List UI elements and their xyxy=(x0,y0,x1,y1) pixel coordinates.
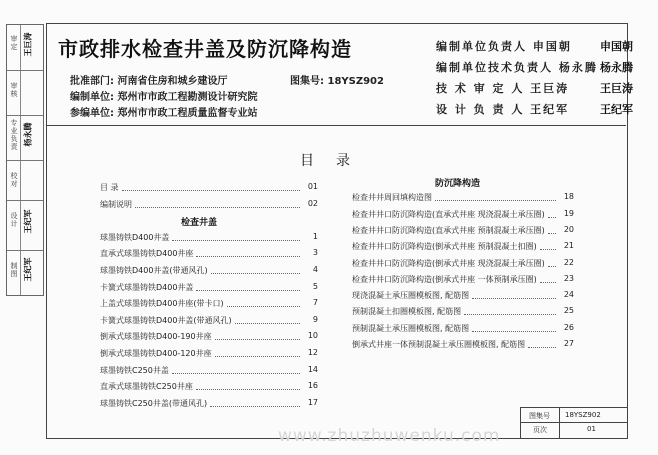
title-block xyxy=(520,407,627,438)
toc-leader-dots xyxy=(464,314,556,315)
strip-signature: 王纪军 xyxy=(22,209,33,234)
staff-line: 编制单位技术负责人 杨永腾 xyxy=(436,61,598,74)
toc-page-number: 27 xyxy=(563,339,574,348)
toc-page-number: 9 xyxy=(312,314,318,324)
atlas-number: 图集号: 18YSZ902 xyxy=(290,76,384,87)
title-block-atlas-value: 18YSZ902 xyxy=(565,411,601,419)
toc-entry[interactable] xyxy=(100,265,318,279)
toc-page-number: 25 xyxy=(563,306,574,316)
toc-entry-text: 检查井井口防沉降构造(倒承式井座 现浇混凝土承压圈) xyxy=(352,258,545,268)
toc-entry[interactable] xyxy=(100,398,318,412)
toc-leader-dots xyxy=(548,233,556,234)
toc-entry[interactable] xyxy=(100,365,318,379)
strip-cell-jiaodui xyxy=(7,160,43,201)
staff-signature: 申国朝 xyxy=(600,40,633,53)
toc-entry-text: 预制混凝土扣圈模板图, 配筋图 xyxy=(352,307,462,317)
toc-leader-dots xyxy=(540,282,556,283)
toc-entry[interactable] xyxy=(100,348,318,362)
toc-leader-dots xyxy=(235,323,300,324)
toc-leader-dots xyxy=(215,356,300,357)
strip-cell-fuze xyxy=(7,115,43,161)
toc-entry[interactable] xyxy=(100,381,318,395)
strip-signature: 王纪军 xyxy=(22,257,33,282)
strip-label: 专业负责 xyxy=(10,119,18,151)
toc-page-number: 02 xyxy=(307,198,318,208)
toc-leader-dots xyxy=(548,217,556,218)
toc-page-number: 4 xyxy=(312,265,318,274)
toc-entry-text: 球墨铸铁C250井盖(带通风孔) xyxy=(100,398,208,408)
toc-page-number: 14 xyxy=(307,364,318,374)
toc-section-heading: 检查井盖 xyxy=(181,218,218,229)
compile-unit: 编制单位: 郑州市市政工程勘测设计研究院 xyxy=(70,92,258,103)
toc-leader-dots xyxy=(172,373,300,374)
toc-entry-text: 检查井井口防沉降构造(直承式井座 预制混凝土承压圈) xyxy=(352,225,545,235)
header-divider xyxy=(46,125,626,126)
staff-line: 设 计 负 责 人 王纪军 xyxy=(436,103,570,116)
toc-page-number: 19 xyxy=(563,208,574,218)
staff-line: 技 术 审 定 人 王巨涛 xyxy=(436,82,570,95)
toc-entry[interactable] xyxy=(352,258,574,272)
toc-entry-text: 直承式球墨铸铁C250井座 xyxy=(100,382,193,392)
toc-entry[interactable] xyxy=(352,323,574,337)
toc-entry[interactable] xyxy=(352,241,574,255)
title-block-hline xyxy=(521,422,627,423)
toc-entry[interactable] xyxy=(352,225,574,239)
toc-leader-dots xyxy=(122,190,300,191)
toc-entry[interactable] xyxy=(100,182,318,196)
toc-entry[interactable] xyxy=(100,315,318,329)
toc-section-heading: 防沉降构造 xyxy=(435,179,481,189)
toc-page-number: 20 xyxy=(563,224,574,234)
atlas-title: 市政排水检查井盖及防沉降构造 xyxy=(58,37,352,61)
toc-entry[interactable] xyxy=(100,282,318,296)
strip-label: 校对 xyxy=(10,172,18,188)
strip-label: 审定 xyxy=(10,35,18,51)
strip-cell-shending xyxy=(7,25,43,71)
toc-page-number: 24 xyxy=(563,290,574,300)
toc-entry-text: 卡簧式球墨铸铁D400井盖 xyxy=(100,282,194,292)
toc-entry-text: 现浇混凝土承压圈模板图, 配筋图 xyxy=(352,291,470,301)
toc-entry-text: 目 录 xyxy=(100,183,119,192)
toc-page-number: 22 xyxy=(563,257,574,267)
title-block-page-value: 01 xyxy=(587,425,596,433)
toc-leader-dots xyxy=(540,249,556,250)
toc-entry[interactable] xyxy=(100,232,318,246)
toc-leader-dots xyxy=(215,339,300,340)
toc-entry-text: 直承式球墨铸铁D400井座 xyxy=(100,249,194,259)
participate-unit: 参编单位: 郑州市市政工程质量监督专业站 xyxy=(70,108,258,119)
toc-leader-dots xyxy=(172,240,300,241)
toc-entry[interactable] xyxy=(352,274,574,288)
toc-page-number: 17 xyxy=(307,397,318,407)
toc-leader-dots xyxy=(528,347,556,348)
toc-page-number: 10 xyxy=(307,331,318,341)
toc-leader-dots xyxy=(435,200,556,201)
toc-page-number: 23 xyxy=(563,273,574,283)
toc-page-number: 26 xyxy=(563,322,574,332)
toc-entry-text: 球墨铸铁D400井盖(带通风孔) xyxy=(100,266,208,275)
watermark: www.zhuzhuwenku.com xyxy=(278,426,501,446)
staff-line: 编制单位负责人 申国朝 xyxy=(436,40,572,53)
toc-entry-text: 倒承式井座一体预制混凝土承压圈模板图, 配筋图 xyxy=(352,340,526,349)
toc-entry-text: 球墨铸铁D400井盖 xyxy=(100,232,170,242)
strip-cell-sheji xyxy=(7,200,43,251)
toc-page-number: 5 xyxy=(312,281,318,291)
toc-leader-dots xyxy=(196,256,300,257)
strip-signature: 杨永腾 xyxy=(22,122,33,147)
title-block-atlas-label: 图集号 xyxy=(529,412,550,420)
toc-page-number: 3 xyxy=(312,248,318,258)
toc-page-number: 16 xyxy=(307,381,318,391)
strip-signature: 王巨涛 xyxy=(22,32,33,57)
toc-entry[interactable] xyxy=(100,248,318,262)
toc-entry-text: 上盖式球墨铸铁D400井座(带卡口) xyxy=(100,299,224,309)
toc-entry[interactable] xyxy=(352,306,574,320)
toc-leader-dots xyxy=(548,266,556,267)
toc-entry-text: 倒承式球墨铸铁D400-190井座 xyxy=(100,332,212,342)
toc-entry[interactable] xyxy=(352,339,574,353)
toc-title: 目录 xyxy=(300,153,372,169)
toc-leader-dots xyxy=(472,331,556,332)
staff-signature: 王纪军 xyxy=(600,103,633,116)
strip-cell-zhitu xyxy=(7,250,43,295)
toc-leader-dots xyxy=(196,290,300,291)
staff-signature: 王巨涛 xyxy=(600,82,633,95)
toc-entry[interactable] xyxy=(352,209,574,223)
toc-entry-text: 检查井井口防沉降构造(倒承式井座 一体预制承压圈) xyxy=(352,274,537,284)
toc-entry-text: 倒承式球墨铸铁D400-120井座 xyxy=(100,349,212,358)
toc-leader-dots xyxy=(135,207,300,208)
approval-dept: 批准部门: 河南省住房和城乡建设厅 xyxy=(70,76,228,87)
toc-page-number: 7 xyxy=(312,298,318,308)
strip-label: 设计 xyxy=(10,212,18,228)
toc-entry-text: 预制混凝土承压圈模板图, 配筋图 xyxy=(352,323,470,333)
toc-entry[interactable] xyxy=(100,331,318,345)
toc-entry-text: 检查井井周回填构造图 xyxy=(352,193,432,203)
staff-signature: 杨永腾 xyxy=(600,61,633,74)
strip-label: 审核 xyxy=(10,82,18,98)
toc-entry[interactable] xyxy=(352,290,574,304)
title-block-page-label: 页次 xyxy=(533,426,547,434)
toc-page-number: 18 xyxy=(563,192,574,202)
toc-entry[interactable] xyxy=(352,192,574,206)
toc-entry-text: 卡簧式球墨铸铁D400井盖(带通风孔) xyxy=(100,315,232,325)
toc-page-number: 1 xyxy=(312,231,318,241)
toc-leader-dots xyxy=(210,406,300,407)
toc-page-number: 21 xyxy=(563,241,574,251)
strip-cell-shenhe xyxy=(7,70,43,116)
toc-leader-dots xyxy=(472,298,556,299)
toc-entry[interactable] xyxy=(100,298,318,312)
toc-leader-dots xyxy=(227,306,300,307)
toc-entry-text: 球墨铸铁C250井盖 xyxy=(100,365,169,375)
toc-leader-dots xyxy=(211,273,300,274)
toc-entry-text: 检查井井口防沉降构造(倒承式井座 预制混凝土扣圈) xyxy=(352,242,537,252)
strip-label: 制图 xyxy=(10,262,18,278)
toc-leader-dots xyxy=(196,389,300,390)
toc-entry-text: 检查井井口防沉降构造(直承式井座 现浇混凝土承压圈) xyxy=(352,209,545,219)
toc-page-number: 12 xyxy=(307,348,318,357)
title-block-vline xyxy=(559,408,560,438)
toc-page-number: 01 xyxy=(307,182,318,191)
toc-entry[interactable] xyxy=(100,199,318,213)
toc-entry-text: 编制说明 xyxy=(100,199,132,209)
approval-strip xyxy=(6,24,44,296)
